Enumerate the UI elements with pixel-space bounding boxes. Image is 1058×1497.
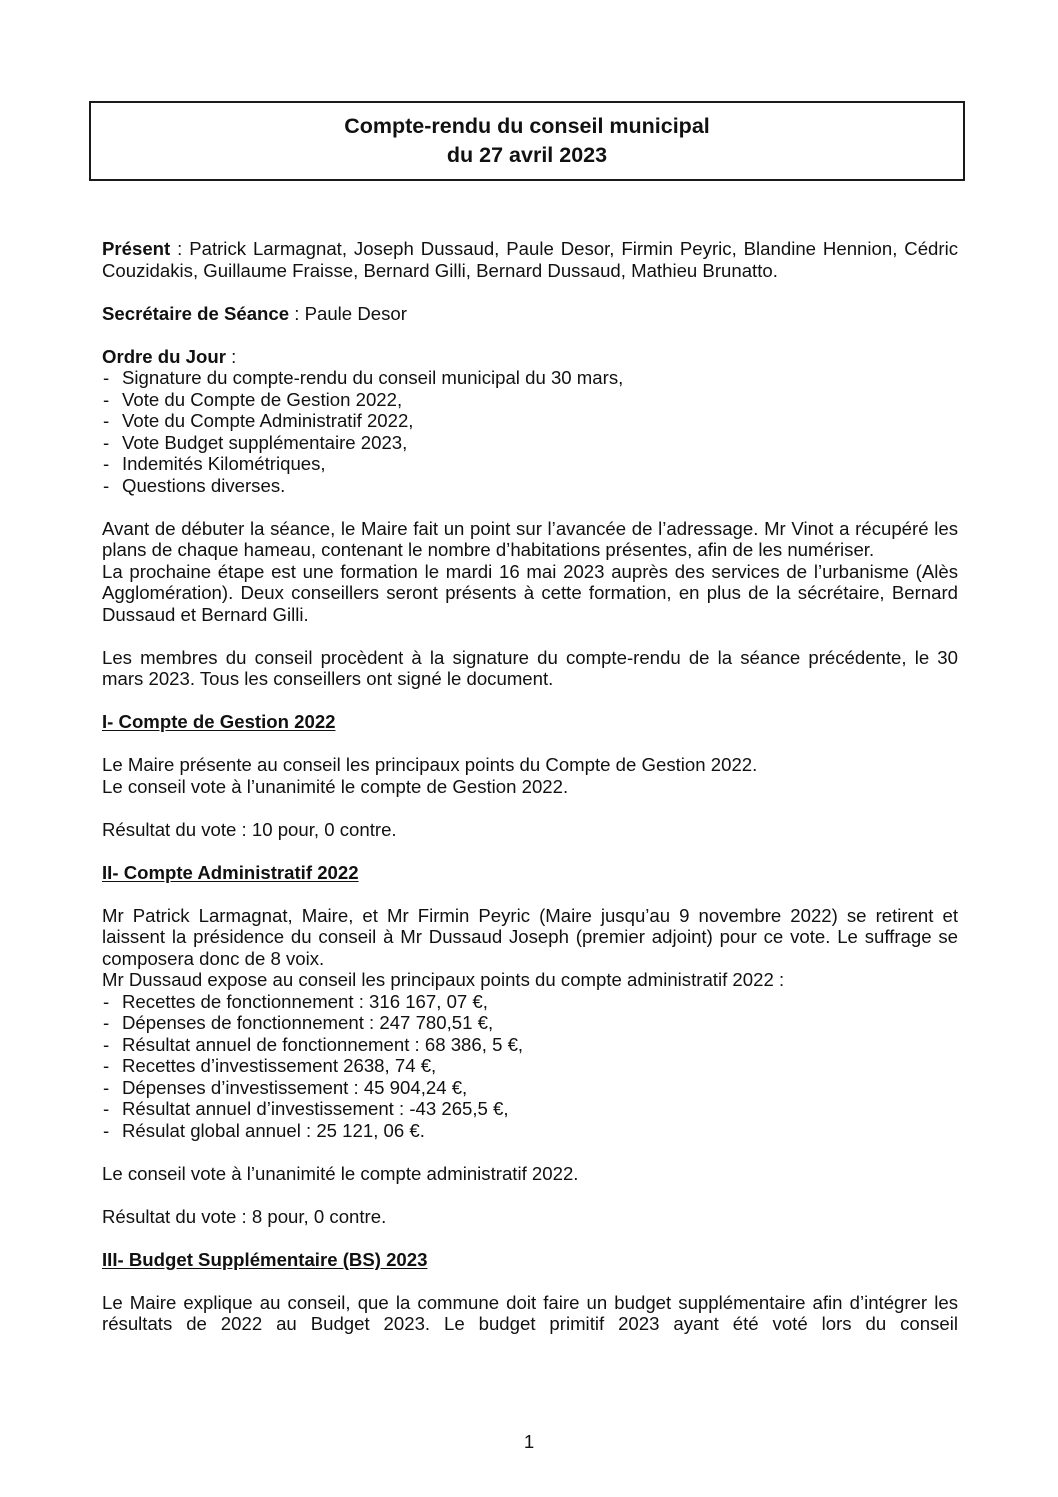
list-item: - Signature du compte-rendu du conseil municipal du 30 mars,	[102, 367, 958, 389]
list-item: - Vote Budget supplémentaire 2023,	[102, 432, 958, 454]
secretaire-text: : Paule Desor	[289, 302, 407, 324]
present-label: Présent	[102, 238, 171, 259]
present-text: : Patrick Larmagnat, Joseph Dussaud, Paule Desor, Firmin Peyric, Blandine Hennion, Cédric Couzidakis, Guillaume Fraisse, Bernard Gilli, Bernard Dussaud, Mathieu Brunatto.	[102, 238, 958, 281]
secretaire-label: Secrétaire de Séance	[102, 302, 290, 324]
list-item: - Résultat annuel d’investissement : -43 265,5 €,	[102, 1098, 958, 1120]
intro-paragraph-1: Avant de débuter la séance, le Maire fait un point sur l’avancée de l’adressage. Mr Vinot a récupéré les plans de chaque hameau, contenant le nombre d’habitations présentes, afin de les numériser.	[102, 517, 958, 560]
ordre-label: Ordre du Jour	[102, 345, 226, 367]
document-body	[102, 238, 958, 1335]
section-2-paragraph-3: Le conseil vote à l’unanimité le compte administratif 2022.	[102, 1162, 579, 1184]
intro-paragraph-2: La prochaine étape est une formation le mardi 16 mai 2023 auprès des services de l’urbanisme (Alès Agglomération). Deux conseillers seront présents à cette formation, en plus de la sécrétaire, Bernard Dussaud et Bernard Gilli.	[102, 560, 958, 625]
section-3-paragraph-1: Le Maire explique au conseil, que la commune doit faire un budget supplémentaire afin d’intégrer les résultats de 2022 au Budget 2023. Le budget primitif 2023 ayant été voté lors du conseil	[102, 1291, 958, 1334]
list-item: - Dépenses de fonctionnement : 247 780,51 €,	[102, 1012, 958, 1034]
present-paragraph	[102, 238, 958, 281]
list-item: - Vote du Compte Administratif 2022,	[102, 410, 958, 432]
ordre-suffix: :	[225, 345, 237, 367]
section-2-paragraph-1: Mr Patrick Larmagnat, Maire, et Mr Firmin Peyric (Maire jusqu’au 9 novembre 2022) se retirent et laissent la présidence du conseil à Mr Dussaud Joseph (premier adjoint) pour ce vote. Le suffrage se composera donc de 8 voix.	[102, 904, 958, 969]
document-title-line-2: du 27 avril 2023	[446, 143, 608, 167]
secretaire-paragraph	[102, 303, 958, 325]
section-1-vote: Résultat du vote : 10 pour, 0 contre.	[102, 818, 397, 840]
list-item: - Résultat annuel de fonctionnement : 68 386, 5 €,	[102, 1034, 958, 1056]
list-item: - Recettes de fonctionnement : 316 167, 07 €,	[102, 991, 958, 1013]
page-number: 1	[523, 1431, 535, 1452]
section-3-heading: III- Budget Supplémentaire (BS) 2023	[102, 1248, 428, 1270]
section-2-heading: II- Compte Administratif 2022	[102, 861, 359, 883]
ordre-du-jour-list	[102, 367, 958, 496]
section-2-vote: Résultat du vote : 8 pour, 0 contre.	[102, 1205, 387, 1227]
list-item: - Dépenses d’investissement : 45 904,24 €,	[102, 1077, 958, 1099]
ordre-du-jour-heading	[102, 346, 958, 368]
document-title-line-1: Compte-rendu du conseil municipal	[344, 114, 710, 138]
section-1-line-2: Le conseil vote à l’unanimité le compte de Gestion 2022.	[102, 775, 569, 797]
list-item: - Questions diverses.	[102, 475, 958, 497]
list-item: - Recettes d’investissement 2638, 74 €,	[102, 1055, 958, 1077]
list-item: - Indemités Kilométriques,	[102, 453, 958, 475]
intro-paragraph-3: Les membres du conseil procèdent à la signature du compte-rendu de la séance précédente, le 30 mars 2023. Tous les conseillers ont signé le document.	[102, 646, 958, 689]
list-item: - Résulat global annuel : 25 121, 06 €.	[102, 1120, 958, 1142]
section-2-paragraph-2: Mr Dussaud expose au conseil les principaux points du compte administratif 2022 :	[102, 969, 785, 990]
section-1-line-1: Le Maire présente au conseil les principaux points du Compte de Gestion 2022.	[102, 754, 758, 775]
list-item: - Vote du Compte de Gestion 2022,	[102, 389, 958, 411]
compte-administratif-list	[102, 991, 958, 1142]
title-box	[89, 101, 965, 181]
section-1-heading: I- Compte de Gestion 2022	[102, 711, 336, 732]
